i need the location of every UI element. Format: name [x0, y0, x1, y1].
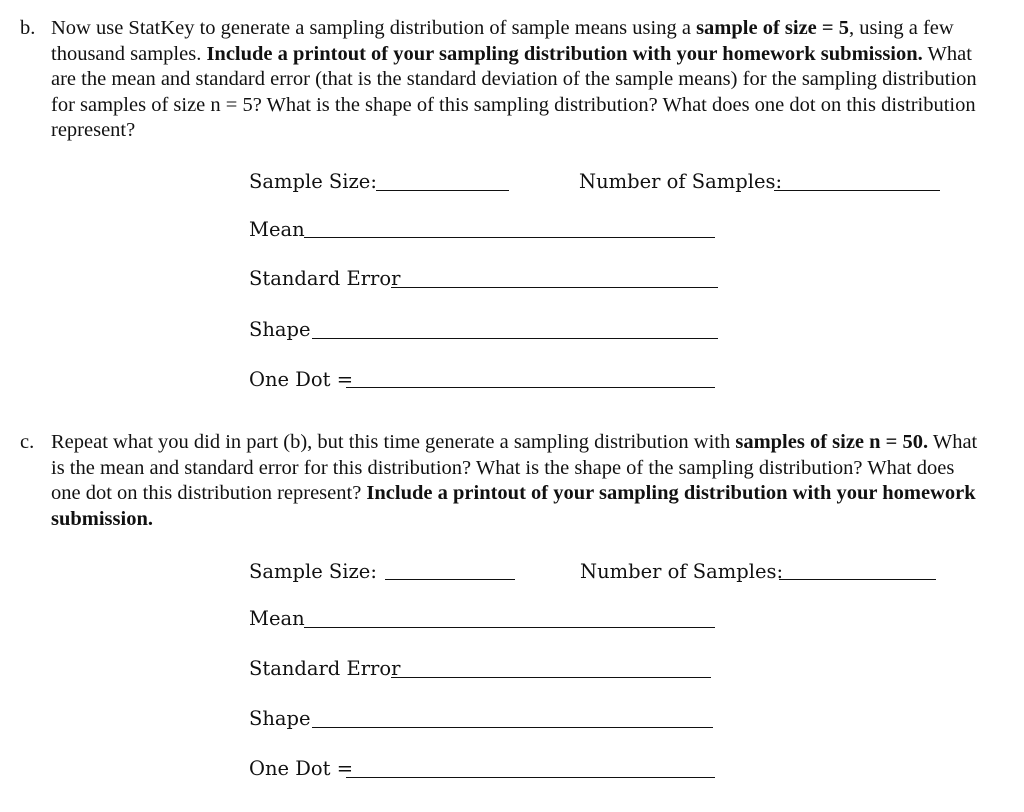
- question-text: What are the mean and standard error (that is the standard deviation of the sample means) for the sampling distribution for samples of size n = 5? What is the shape of this sampling distribution? What does one dot on this distribution represent?: [51, 42, 977, 141]
- number-of-samples-label: Number of Samples:: [579, 170, 783, 193]
- standard-error-label: Standard Error: [249, 267, 401, 290]
- sample-size-label: Sample Size:: [249, 170, 377, 193]
- one-dot-blank[interactable]: [346, 387, 715, 388]
- question-part-b: [20, 16, 980, 144]
- one-dot-label: One Dot =: [249, 368, 354, 391]
- sample-size-label: Sample Size:: [249, 560, 377, 583]
- question-part-c: [20, 430, 980, 532]
- mean-label: Mean: [249, 607, 305, 630]
- one-dot-blank[interactable]: [346, 777, 715, 778]
- question-emphasis: Include a printout of your sampling distribution with your homework submission.: [51, 482, 976, 530]
- question-body-b: [51, 16, 980, 144]
- question-text: Repeat what you did in part (b), but this time generate a sampling distribution with: [51, 431, 736, 453]
- question-emphasis: sample of size = 5: [696, 17, 849, 39]
- sample-size-blank[interactable]: [376, 190, 509, 191]
- question-marker-c: c.: [20, 431, 35, 453]
- number-of-samples-blank[interactable]: [774, 190, 940, 191]
- sample-size-blank[interactable]: [385, 579, 515, 580]
- shape-label: Shape: [249, 707, 311, 730]
- mean-label: Mean: [249, 218, 305, 241]
- standard-error-label: Standard Error: [249, 657, 401, 680]
- shape-blank[interactable]: [312, 727, 713, 728]
- question-emphasis: samples of size n = 50.: [735, 431, 929, 453]
- question-body-c: [51, 430, 980, 532]
- question-text: What is the mean and standard error for this distribution? What is the shape of the sampling distribution? What does one dot on this distribution represent?: [51, 431, 978, 504]
- question-text: , using a few thousand samples.: [51, 17, 954, 65]
- number-of-samples-blank[interactable]: [779, 579, 936, 580]
- mean-blank[interactable]: [304, 237, 715, 238]
- number-of-samples-label: Number of Samples:: [580, 560, 784, 583]
- question-text: Now use StatKey to generate a sampling distribution of sample means using a: [51, 17, 697, 39]
- standard-error-blank[interactable]: [391, 287, 718, 288]
- question-emphasis: Include a printout of your sampling distribution with your homework submission.: [206, 42, 923, 65]
- shape-label: Shape: [249, 318, 311, 341]
- one-dot-label: One Dot =: [249, 757, 354, 780]
- standard-error-blank[interactable]: [391, 677, 711, 678]
- shape-blank[interactable]: [312, 338, 718, 339]
- question-marker-b: b.: [20, 17, 36, 39]
- mean-blank[interactable]: [304, 627, 715, 628]
